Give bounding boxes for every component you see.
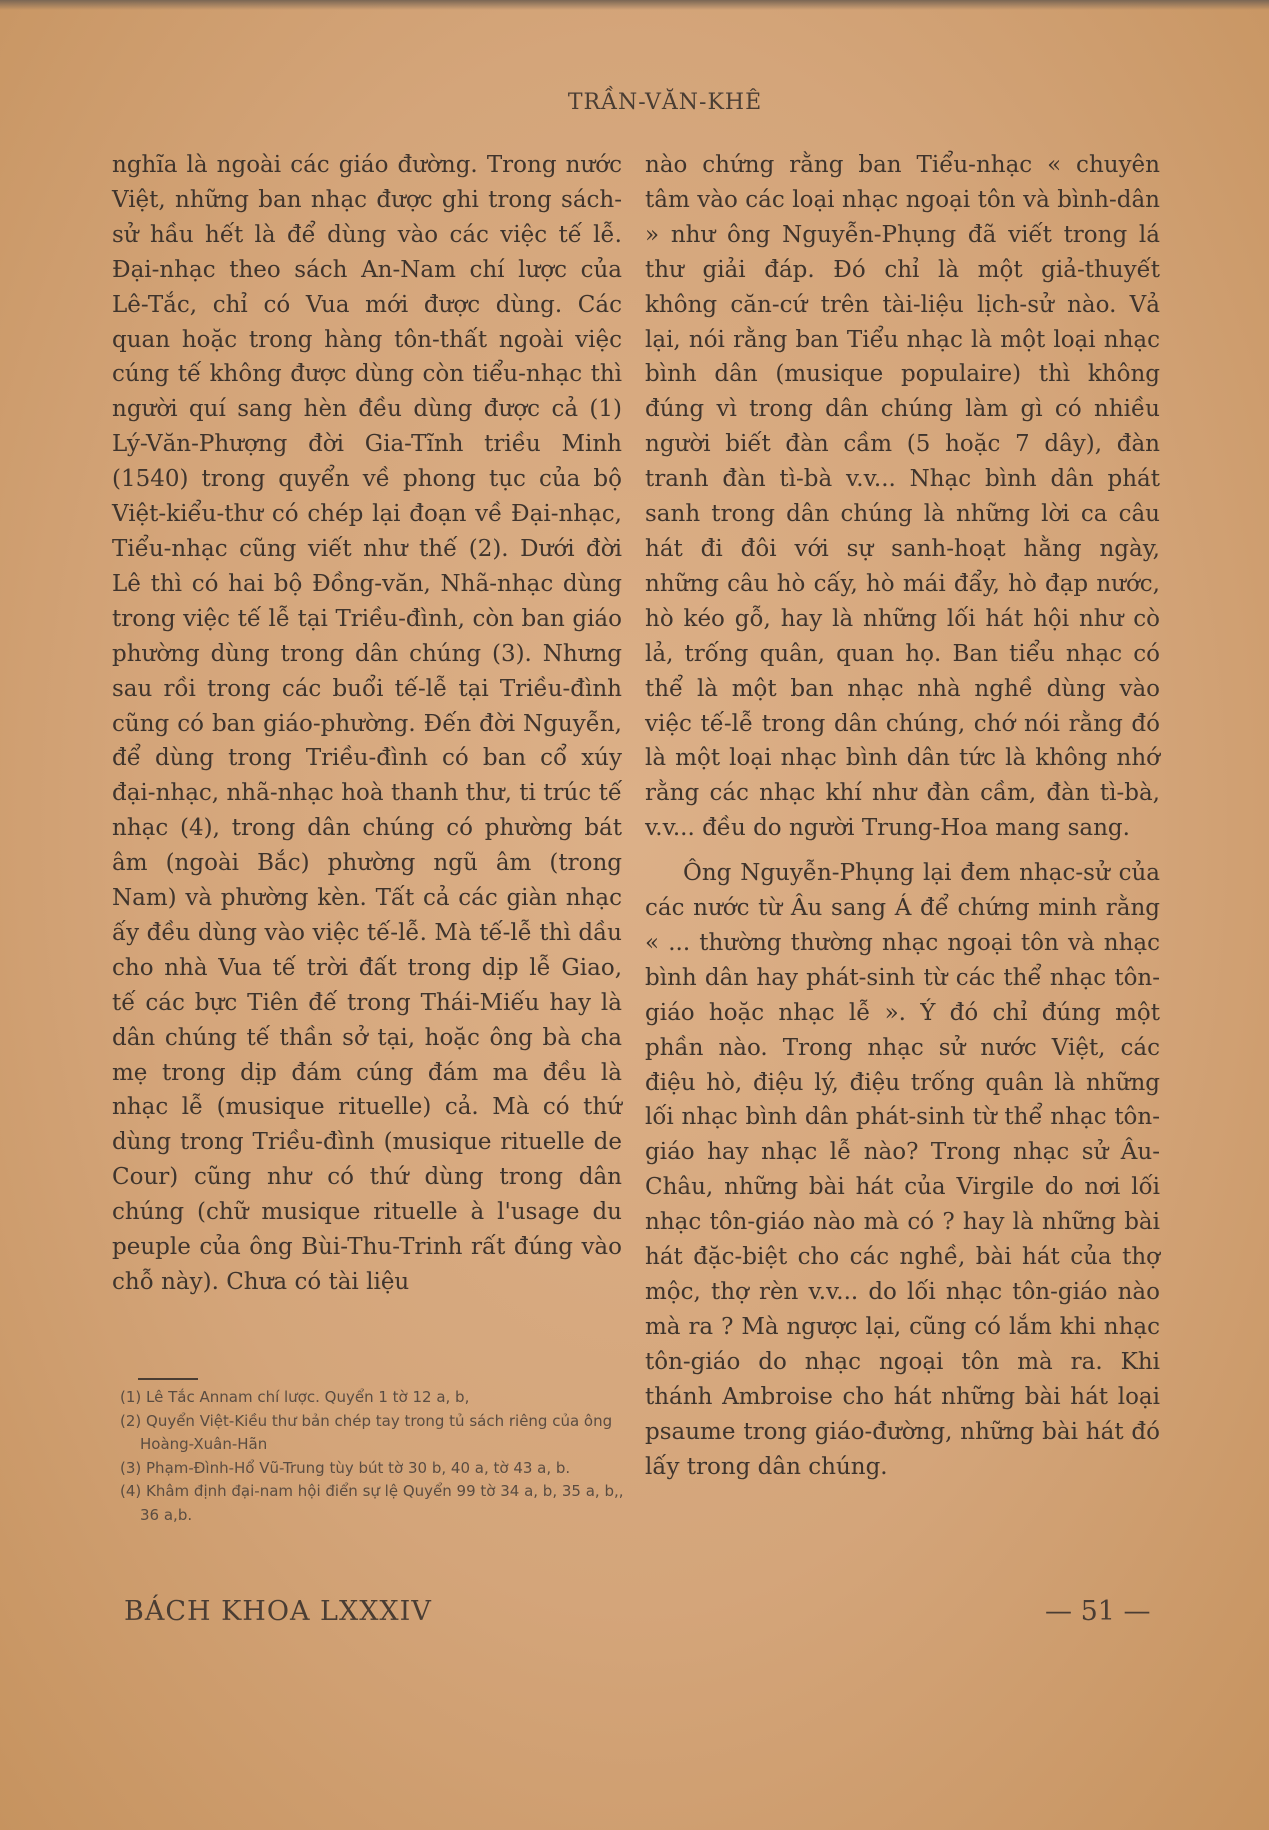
- footnote-1: (1) Lê Tắc Annam chí lược. Quyển 1 tờ 12 a, b,: [120, 1388, 470, 1406]
- footnote-3: (3) Phạm-Đình-Hổ Vũ-Trung tùy bút tờ 30 b, 40 a, tờ 43 a, b.: [120, 1458, 571, 1477]
- publication-name: BÁCH KHOA LXXXIV: [124, 1596, 432, 1627]
- footnotes: [120, 1386, 625, 1528]
- left-paragraph-1: nghĩa là ngoài các giáo đường. Trong nước Việt, những ban nhạc được ghi trong sách-sử hầu hết là để dùng vào các việc tế lễ. Đại-nhạc theo sách An-Nam chí lược của Lê-Tắc, chỉ có Vua mới được dùng. Các quan hoặc trong hàng tôn-thất ngoài việc cúng tế không được dùng còn tiểu-nhạc thì người quí sang hèn đều dùng được cả (1) Lý-Văn-Phượng đời Gia-Tĩnh triều Minh (1540) trong quyển về phong tục của bộ Việt-kiểu-thư có chép lại đoạn về Đại-nhạc, Tiểu-nhạc cũng viết như thế (2). Dưới đời Lê thì có hai bộ Đồng-văn, Nhã-nhạc dùng trong việc tế lễ tại Triều-đình, còn ban giáo phường dùng trong dân chúng (3). Nhưng sau rồi trong các buổi tế-lễ tại Triều-đình cũng có ban giáo-phường. Đến đời Nguyễn, để dùng trong Triều-đình có ban cổ xúy đại-nhạc, nhã-nhạc hoà thanh thư, ti trúc tế nhạc (4), trong dân chúng có phường bát âm (ngoài Bắc) phường ngũ âm (trong Nam) và phường kèn. Tất cả các giàn nhạc ấy đều dùng vào việc tế-lễ. Mà tế-lễ thì dầu cho nhà Vua tế trời đất trong dịp lễ Giao, tế các bực Tiên đế trong Thái-Miếu hay là dân chúng tế thần sở tại, hoặc ông bà cha mẹ trong dịp đám cúng đám ma đều là nhạc lễ (musique rituelle) cả. Mà có thứ dùng trong Triều-đình (musique rituelle de Cour) cũng như có thứ dùng trong dân chúng (chữ musique rituelle à l'usage du peuple của ông Bùi-Thu-Trinh rất đúng vào chỗ này). Chưa có tài liệu: [112, 152, 622, 1295]
- left-column: [112, 148, 622, 1300]
- footnote-2: (2) Quyển Việt-Kiều thư bản chép tay trong tủ sách riêng của ông Hoàng-Xuân-Hãn: [120, 1411, 613, 1454]
- right-paragraph-2: Ông Nguyễn-Phụng lại đem nhạc-sử của các nước từ Âu sang Á để chứng minh rằng « ... thường thường nhạc ngoại tôn và nhạc bình dân hay phát-sinh từ các thể nhạc tôn-giáo hoặc nhạc lễ ». Ý đó chỉ đúng một phần nào. Trong nhạc sử nước Việt, các điệu hò, điệu lý, điệu trống quân là những lối nhạc bình dân phát-sinh từ thể nhạc tôn-giáo hay nhạc lễ nào? Trong nhạc sử Âu-Châu, những bài hát của Virgile do nơi lối nhạc tôn-giáo nào mà có ? hay là những bài hát đặc-biệt cho các nghề, bài hát của thợ mộc, thợ rèn v.v... do lối nhạc tôn-giáo nào mà ra ? Mà ngược lại, cũng có lắm khi nhạc tôn-giáo do nhạc ngoại tôn mà ra. Khi thánh Ambroise cho hát những bài hát loại psaume trong giáo-đường, những bài hát đó lấy trong dân chúng.: [645, 860, 1160, 1480]
- footnote-4: (4) Khâm định đại-nam hội điển sự lệ Quyển 99 tờ 34 a, b, 35 a, b,, 36 a,b.: [120, 1482, 624, 1524]
- right-column: [645, 148, 1160, 1484]
- page-number: — 51 —: [1045, 1596, 1151, 1627]
- running-header: TRẦN-VĂN-KHÊ: [567, 90, 763, 115]
- right-paragraph-1: nào chứng rằng ban Tiểu-nhạc « chuyên tâm vào các loại nhạc ngoại tôn và bình-dân » như ông Nguyễn-Phụng đã viết trong lá thư giải đáp. Đó chỉ là một giả-thuyết không căn-cứ trên tài-liệu lịch-sử nào. Vả lại, nói rằng ban Tiểu nhạc là một loại nhạc bình dân (musique populaire) thì không đúng vì trong dân chúng làm gì có nhiều người biết đàn cầm (5 hoặc 7 dây), đàn tranh đàn tì-bà v.v... Nhạc bình dân phát sanh trong dân chúng là những lời ca câu hát đi đôi với sự sanh-hoạt hằng ngày, những câu hò cấy, hò mái đẩy, hò đạp nước, hò kéo gỗ, hay là những lối hát hội như cò lả, trống quân, quan họ. Ban tiểu nhạc có thể là một ban nhạc nhà nghề dùng vào việc tế-lễ trong dân chúng, chớ nói rằng đó là một loại nhạc bình dân tức là không nhớ rằng các nhạc khí như đàn cầm, đàn tì-bà, v.v... đều do người Trung-Hoa mang sang.: [645, 152, 1160, 842]
- footnote-divider: [138, 1378, 198, 1380]
